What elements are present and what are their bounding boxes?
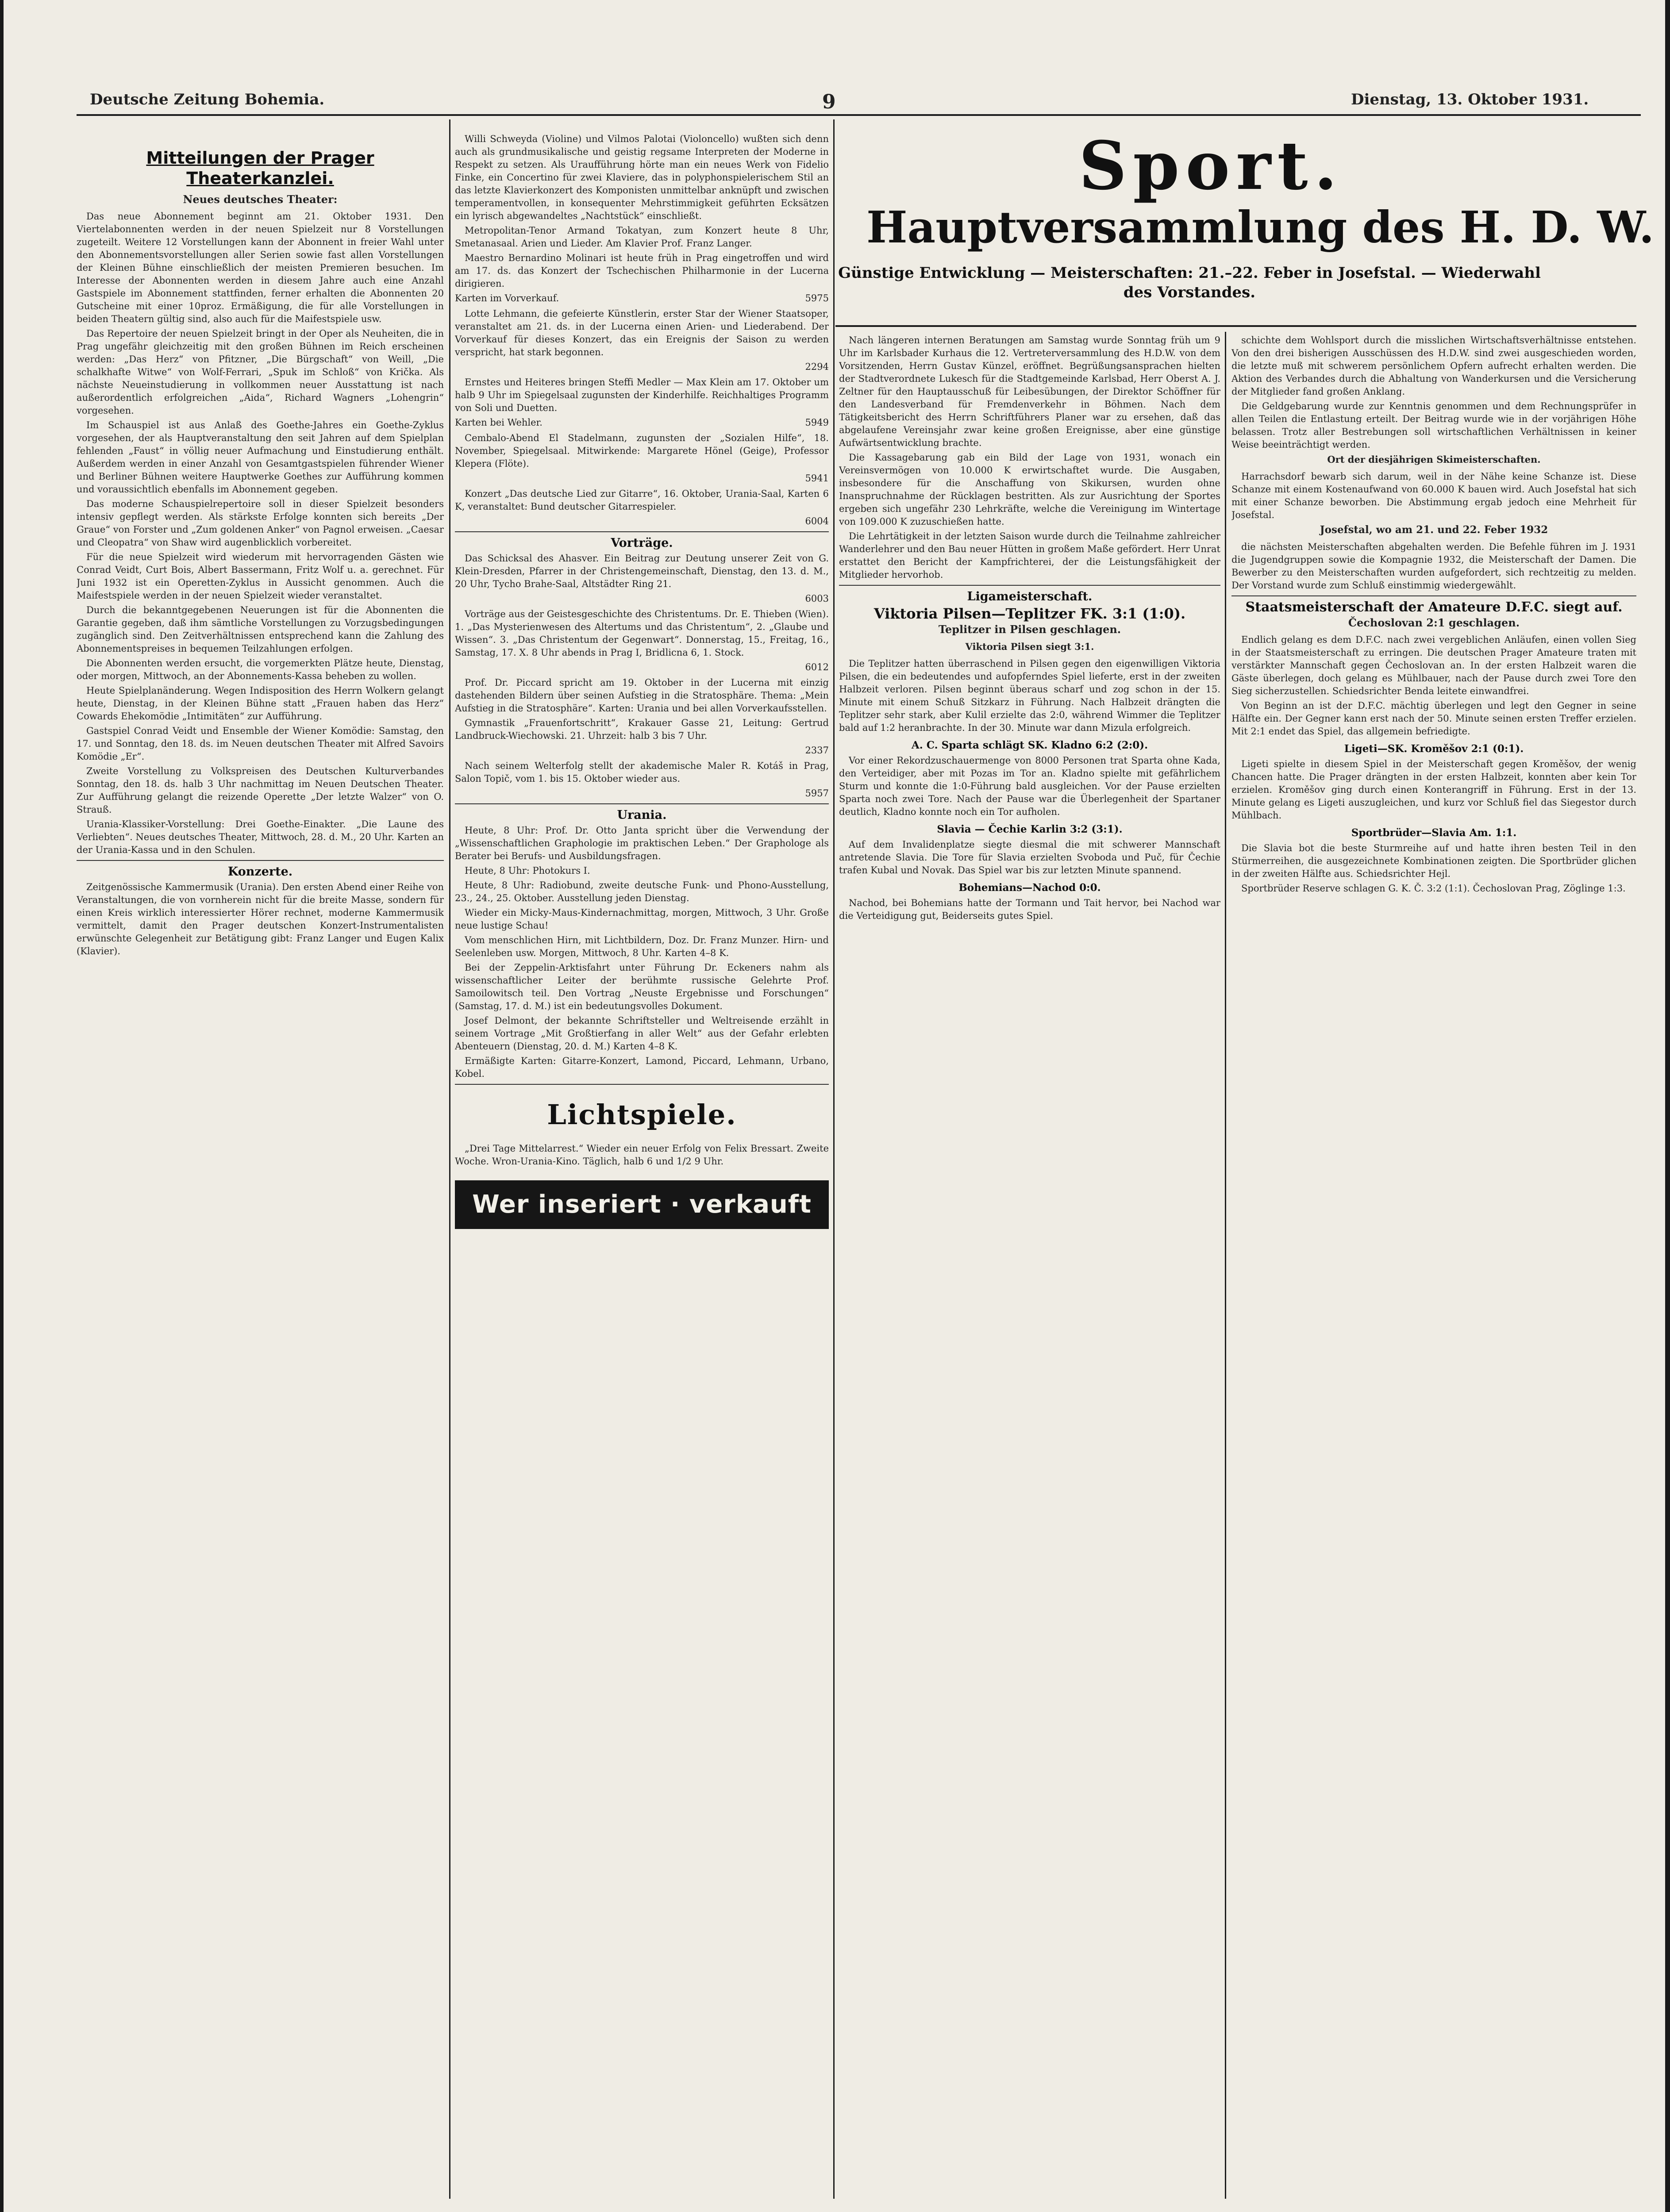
notice-gitarre: Konzert „Das deutsche Lied zur Gitarre“, 16. Oktober, Urania-Saal, Karten 6 K, veranstaltet: Bund deutscher Gitarrespieler.: [455, 488, 829, 512]
column-rule-3: [1225, 332, 1226, 2199]
urania-title: Urania.: [617, 808, 667, 822]
article-paragraph: Das Repertoire der neuen Spielzeit bringt in der Oper als Neuheiten, die in Prag ungefähr gleichzeitig mit den großen Bühnen im Reich erscheinen werden: „Das Herz“ von Pfitzner, „Die Bürgschaft“ von Weill, „Die schalkhafte Witwe“ von Wolf-Ferrari, „Spuk im Schloß“ von Krička. Als nächste Neueinstudierung in vollkommen neuer Ausstattung ist nach außerordentlich erfolgreichen „Aida“, Richard Wagners „Lohengrin“ vorgesehen.: [77, 328, 444, 416]
article-paragraph: Von Beginn an ist der D.F.C. mächtig überlegen und legt den Gegner in seine Hälfte ein. Der Gegner kann erst nach der 50. Minute seinen ersten Treffer erzielen. Mit 2:1 endet das Spiel, das allgemein befriedigte.: [1231, 700, 1636, 737]
article-paragraph: Nachod, bei Bohemians hatte der Tormann und Tait hervor, bei Nachod war die Verteidigung gut, Beiderseits gutes Spiel.: [839, 898, 1220, 921]
article-paragraph: Zeitgenössische Kammermusik (Urania). Den ersten Abend einer Reihe von Veranstaltungen, die von vornherein nicht für die breite Masse, sondern für einen Kreis wirklich interessierter Hörer rechnet, moderne Kammermusik vermittelt, damit den Prager deutschen Konzert-Instrumentalisten erwünschte Gelegenheit zur Betätigung gibt: Franz Langer und Eugen Kalix (Klavier).: [77, 882, 444, 956]
notice-footer: 5957: [805, 788, 829, 799]
header-rule: [77, 114, 1641, 116]
ort-title: Ort der diesjährigen Skimeisterschaften.: [1327, 454, 1541, 465]
column-rule-1: [449, 119, 450, 2199]
vortraege-title: Vorträge.: [611, 536, 673, 550]
article-paragraph: Willi Schweyda (Violine) und Vilmos Palotai (Violoncello) wußten sich denn auch als grundmusikalische und geistig regsame Interpreten der Moderne in Respekt zu setzen. Als Uraufführung hörte man ein neues Werk von Fidelio Finke, ein Concertino für zwei Klaviere, das in polyphonspielerischem Stil an das letzte Klavierkonzert des Komponisten unmittelbar anknüpft und zwischen temperamentvollen, in konsequenter Mehrstimmigkeit geführten Ecksätzen ein lyrisch abgewandeltes „Nachtstück“ einschließt.: [455, 134, 829, 221]
paper-name: Deutsche Zeitung Bohemia.: [90, 91, 325, 108]
notice-tokatyan: Metropolitan-Tenor Armand Tokatyan, zum Konzert heute 8 Uhr, Smetanasaal. Arien und Lieder. Am Klavier Prof. Franz Langer.: [455, 225, 829, 249]
sport-headline: Hauptversammlung des H. D. W.: [866, 202, 1655, 253]
notice-footer: Karten bei Wehler. 5949: [455, 417, 829, 428]
article-paragraph: Für die neue Spielzeit wird wiederum mit hervorragenden Gästen wie Conrad Veidt, Curt Bois, Albert Bassermann, Fritz Wolf u. a. gerechnet. Für Juni 1932 ist ein Operetten-Zyklus in Aussicht genommen. Auch die Maifestspiele werden in der neuen Spielzeit wieder veranstaltet.: [77, 552, 444, 601]
notice-footer: 6012: [805, 662, 829, 672]
lichtspiele-notice: „Drei Tage Mittelarrest.“ Wieder ein neuer Erfolg von Felix Bressart. Zweite Woche. Wron-Urania-Kino. Täglich, halb 6 und 1/2 9 Uhr.: [455, 1143, 829, 1167]
article-paragraph: Gastspiel Conrad Veidt und Ensemble der Wiener Komödie: Samstag, den 17. und Sonntag, den 18. ds. im Neuen deutschen Theater mit Alfred Savoirs Komödie „Er“.: [77, 726, 444, 762]
sport-title: Sport.: [1079, 127, 1343, 205]
notice-ernstes: Ernstes und Heiteres bringen Steffi Medler — Max Klein am 17. Oktober um halb 9 Uhr im Spiegelsaal zugunsten der Kinderhilfe. Reichhaltiges Programm von Soli und Duetten.: [455, 377, 829, 413]
liga-title: Ligameisterschaft.: [967, 590, 1093, 603]
konzerte-title: Konzerte.: [227, 865, 293, 879]
notice-gymnastik: Gymnastik „Frauenfortschritt“, Krakauer Gasse 21, Leitung: Gertrud Landbruck-Wiechowski. 21. Uhrzeit: halb 3 bis 7 Uhr.: [455, 718, 829, 741]
staats-title: Staatsmeisterschaft der Amateure D.F.C. siegt auf.: [1245, 599, 1623, 615]
column-rule-2: [833, 119, 835, 2199]
article-paragraph: Endlich gelang es dem D.F.C. nach zwei vergeblichen Anläufen, einen vollen Sieg in der Staatsmeisterschaft zu erringen. Die deutschen Prager Amateure traten mit verstärkter Mannschaft gegen Čechoslovan an. In der ersten Halbzeit waren die Gäste überlegen, doch gelang es Mühlbauer, nach der Pause durch zwei Tore den Sieg sicherzustellen. Schiedsrichter Benda leitete einwandfrei.: [1231, 634, 1636, 696]
article-paragraph: Harrachsdorf bewarb sich darum, weil in der Nähe keine Schanze ist. Diese Schanze mit einem Kostenaufwand von 60.000 K bauen wird. Auch Josefstal hat sich mit einer Schanze beworben. Die Abstimmung ergab jedoch eine Mehrheit für Josefstal.: [1231, 471, 1636, 520]
article-paragraph: Die Geldgebarung wurde zur Kenntnis genommen und dem Rechnungsprüfer in allen Teilen die Entlastung erteilt. Der Beitrag wurde wie in der vorjährigen Höhe belassen. Trotz aller Bestrebungen soll wirtschaftlichen Verhältnissen in keiner Weise beeinträchtigt werden.: [1231, 401, 1636, 450]
liga-match: Viktoria Pilsen—Teplitzer FK. 3:1 (1:0).: [873, 605, 1186, 622]
bohemians-title: Bohemians—Nachod 0:0.: [958, 882, 1101, 894]
notice-footer: 6003: [805, 593, 829, 604]
notice-lehmann: Lotte Lehmann, die gefeierte Künstlerin, erster Star der Wiener Staatsoper, veranstaltet am 21. ds. in der Lucerna einen Arien- und Liederabend. Der Vorverkauf für dieses Konzert, das ein Ereignis der Saison zu werden verspricht, hat stark begonnen.: [455, 308, 829, 357]
urania-item: Bei der Zeppelin-Arktisfahrt unter Führung Dr. Eckeners nahm als wissenschaftlicher Leiter der berühmte russische Gelehrte Prof. Samoilowitsch teil. Den Vortrag „Neuste Ergebnisse und Forschungen“ (Samstag, 17. d. M.) ist ein bedeutungsvolles Dokument.: [455, 962, 829, 1011]
ligeti-title: Ligeti—SK. Kroměšov 2:1 (0:1).: [1344, 743, 1524, 755]
urania-item: Wieder ein Micky-Maus-Kindernachmittag, morgen, Mittwoch, 3 Uhr. Große neue lustige Schau!: [455, 907, 829, 931]
page-number: 9: [822, 91, 836, 113]
lichtspiele-title: Lichtspiele.: [547, 1098, 737, 1131]
article-paragraph: Nach längeren internen Beratungen am Samstag wurde Sonntag früh um 9 Uhr im Karlsbader Kurhaus die 12. Vertreterversammlung des H.D.W. von dem Vorsitzenden, Herrn Gustav Künzel, eröffnet. Begrüßungsansprachen hielten der Stadtverordnete Lukesch für die Stadtgemeinde Karlsbad, Herr Oberst A. J. Zeltner für den Hauptausschuß für Leibesübungen, der Direktor Schöffner für den Landesverband für Fremdenverkehr in Böhmen. Nach dem Tätigkeitsbericht des Herrn Schriftführers Planer war zu ersehen, daß das abgelaufene Vereinsjahr zwar keine großen Ereignisse, aber eine günstige Aufwärtsentwicklung brachte.: [839, 335, 1220, 448]
notice-piccard: Prof. Dr. Piccard spricht am 19. Oktober in der Lucerna mit einzig dastehenden Bildern über seinen Aufstieg in die Stratosphäre. Thema: „Mein Aufstieg in die Stratosphäre“. Karten: Urania und bei allen Vorverkaufsstellen.: [455, 677, 829, 714]
article-paragraph: schichte dem Wohlsport durch die misslichen Wirtschaftsverhältnisse entstehen. Von den drei bisherigen Ausschüssen des H.D.W. sind zwei ausgeschieden worden, die letzte muß mit schwerem persönlichem Opfern aufrecht erhalten werden. Die Aktion des Verbandes durch die Abhaltung von Wanderkursen und die Versicherung der Mitglieder fand großen Anklang.: [1231, 335, 1636, 397]
article-paragraph: Zweite Vorstellung zu Volkspreisen des Deutschen Kulturverbandes Sonntag, den 18. ds. halb 3 Uhr nachmittag im Neuen Deutschen Theater. Zur Aufführung gelangt die reizende Operette „Der letzte Walzer“ von O. Strauß.: [77, 766, 444, 815]
section-divider: [1231, 595, 1636, 596]
section-divider: [455, 1084, 829, 1085]
sport-deck: Günstige Entwicklung — Meisterschaften: 21.–22. Feber in Josefstal. — Wiederwahl des Vorstandes.: [838, 264, 1541, 301]
column-theater: [77, 142, 444, 2212]
notice-footer: 2337: [805, 745, 829, 756]
urania-item: Heute, 8 Uhr: Prof. Dr. Otto Janta spricht über die Verwendung der „Wissenschaftlichen Graphologie im praktischen Leben.“ Der Graphologe als Berater bei Berufs- und Ausbildungsfragen.: [455, 825, 829, 861]
article-paragraph: Vor einer Rekordzuschauermenge von 8000 Personen trat Sparta ohne Kada, den Verteidiger, aber mit Pozas im Tor an. Kladno spielte mit gefährlichem Sturm und konnte die 1:0-Führung bald ausgleichen. Vor der Pause erzielten Sparta noch zwei Tore. Nach der Pause war die Überlegenheit der Spartaner deutlich, Kladno konnte noch ein Tor aufholen.: [839, 755, 1220, 817]
article-paragraph: Ligeti spielte in diesem Spiel in der Meisterschaft gegen Kroměšov, der wenig Chancen hatte. Die Prager drängten in der ersten Halbzeit, konnten aber kein Tor erzielen. Kroměšov ging durch einen Konterangriff in Führung. Erst in der 13. Minute gelang es Ligeti auszugleichen, und kurz vor Schluß fiel das Siegestor durch Mühlbach.: [1231, 759, 1636, 821]
staats-location: Čechoslovan 2:1 geschlagen.: [1348, 616, 1520, 629]
theater-title: Mitteilungen der Prager Theaterkanzlei.: [146, 148, 374, 188]
sport-deck-rule: [835, 325, 1636, 327]
article-paragraph: Die Abonnenten werden ersucht, die vorgemerkten Plätze heute, Dienstag, oder morgen, Mittwoch, an der Abonnements-Kassa beheben zu wollen.: [77, 658, 444, 681]
notice-maler: Nach seinem Welterfolg stellt der akademische Maler R. Kotáš in Prag, Salon Topič, vom 1. bis 15. Oktober wieder aus.: [455, 760, 829, 784]
column-sport-right: [1231, 334, 1636, 2212]
section-divider: [839, 585, 1220, 586]
article-paragraph: Die Kassagebarung gab ein Bild der Lage von 1931, wonach ein Vereinsvermögen von 10.000 K erwirtschaftet wurde. Die Ausgaben, insbesondere für die Anschaffung von Skikursen, wurden ohne Inanspruchnahme der Rücklagen bestritten. Als zur Ausrichtung der Sportes ergeben sich ungefähr 230 Lehrkräfte, welche die Vereinigung im Wintertage von 109.000 K zuzuschießen hatte.: [839, 452, 1220, 527]
josefstal-title: Josefstal, wo am 21. und 22. Feber 1932: [1320, 524, 1548, 536]
urania-item: Heute, 8 Uhr: Radiobund, zweite deutsche Funk- und Phono-Ausstellung, 23., 24., 25. Oktober. Ausstellung jeden Dienstag.: [455, 880, 829, 903]
slavia-title: Slavia — Čechie Karlin 3:2 (3:1).: [937, 823, 1123, 835]
article-paragraph: Sportbrüder Reserve schlagen G. K. Č. 3:2 (1:1). Čechoslovan Prag, Zöglinge 1:3.: [1241, 883, 1626, 894]
urania-item: Ermäßigte Karten: Gitarre-Konzert, Lamond, Piccard, Lehmann, Urbano, Kobel.: [455, 1056, 829, 1079]
urania-item: Vom menschlichen Hirn, mit Lichtbildern, Doz. Dr. Franz Munzer. Hirn- und Seelenleben usw. Morgen, Mittwoch, 8 Uhr. Karten 4–8 K.: [455, 935, 829, 958]
section-divider: [455, 803, 829, 804]
ac-title: A. C. Sparta schlägt SK. Kladno 6:2 (2:0).: [911, 739, 1148, 751]
notice-footer: Karten im Vorverkauf. 5975: [455, 293, 829, 303]
notice-cembalo: Cembalo-Abend El Stadelmann, zugunsten der „Sozialen Hilfe“, 18. November, Spiegelsaal. Mitwirkende: Margarete Hönel (Geige), Professor Klepera (Flöte).: [455, 433, 829, 469]
newspaper-page: [4, 0, 1665, 2212]
section-divider: [455, 531, 829, 532]
notice-ahasver: Das Schicksal des Ahasver. Ein Beitrag zur Deutung unserer Zeit von G. Klein-Dresden, Pfarrer in der Christengemeinschaft, Dienstag, den 13. d. M., 20 Uhr, Tycho Brahe-Saal, Altstädter Ring 21.: [455, 553, 829, 589]
column-notices: [455, 133, 829, 2212]
section-divider: [77, 860, 444, 861]
article-paragraph: Auf dem Invalidenplatze siegte diesmal die mit schwerer Mannschaft antretende Slavia. Die Tore für Slavia erzielten Svoboda und Puč, für Čechie trafen Kubal und Novak. Das Spiel war bis zur letzten Minute spannend.: [839, 839, 1220, 876]
liga-location: Teplitzer in Pilsen geschlagen.: [938, 623, 1121, 636]
article-paragraph: Die Slavia bot die beste Sturmreihe auf und hatte ihren besten Teil in den Stürmerreihen, die ausgezeichnete Kombinationen zeigten. Die Sportbrüder glichen in der zweiten Hälfte aus. Schiedsrichter Hejl.: [1231, 843, 1636, 879]
article-paragraph: Das neue Abonnement beginnt am 21. Oktober 1931. Den Viertelabonnenten werden in der neuen Spielzeit nur 8 Vorstellungen zugeteilt. Weitere 12 Vorstellungen kann der Abonnent in freier Wahl unter den Abonnementsvorstellungen aller Serien sowie fast allen Vorstellungen der Kleinen Bühne einschließlich der meisten Premieren besuchen. Im Interesse der Abonnenten werden in diesem Jahre auch eine Anzahl Gastspiele im Abonnement stattfinden, ferner erhalten die Abonnenten 20 Gutscheine mit einer 10proz. Ermäßigung, die für alle Vorstellungen in beiden Theatern gültig sind, also auch für die Maifestspiele usw.: [77, 211, 444, 324]
sportbr-title: Sportbrüder—Slavia Am. 1:1.: [1351, 827, 1517, 839]
notice-footer: 2294: [805, 361, 829, 372]
article-paragraph: Durch die bekanntgegebenen Neuerungen ist für die Abonnenten die Garantie gegeben, daß ihm sämtliche Vorstellungen zu Vorzugsbedingungen zugänglich sind. Den Zeitverhältnissen entsprechend kann die Zahlung des Abonnementspreises in bequemen Teilzahlungen erfolgen.: [77, 605, 444, 654]
notice-christentum: Vorträge aus der Geistesgeschichte des Christentums. Dr. E. Thieben (Wien). 1. „Das Mysterienwesen des Altertums und das Christentum“, 2. „Glaube und Wissen“. 3. „Das Christentum der Gegenwart“. Donnerstag, 15., Freitag, 16., Samstag, 17. X. 8 Uhr abends in Prag I, Bridlicna 6, 1. Stock.: [455, 609, 829, 658]
article-paragraph: Die Teplitzer hatten überraschend in Pilsen gegen den eigenwilligen Viktoria Pilsen, die ein bedeutendes und aufopferndes Spiel lieferte, erst in der zweiten Halbzeit verloren. Pilsen beginnt überaus scharf und zog schon in der 15. Minute mit einem Schuß Sitzkarz in Führung. Nach Halbzeit drängten die Teplitzer sehr stark, aber Kulil erzielte das 2:0, während Wimmer die Teplitzer bald auf 1:2 heranbrachte. In der 30. Minute war dann Mizula erfolgreich.: [839, 658, 1220, 733]
article-paragraph: Die Lehrtätigkeit in der letzten Saison wurde durch die Teilnahme zahlreicher Wanderlehrer und den Bau neuer Hütten in großem Maße gefördert. Herr Unrat erstattet den Bericht der Kampfrichterei, der die Leistungsfähigkeit der Mitglieder hervorhob.: [839, 531, 1220, 580]
article-paragraph: Das moderne Schauspielrepertoire soll in dieser Spielzeit besonders intensiv gepflegt werden. Als stärkste Erfolge konnten sich bereits „Der Graue“ von Forster und „Zum goldenen Anker“ von Pagnol erweisen. „Caesar und Cleopatra“ von Shaw wird augenblicklich vorbereitet.: [77, 499, 444, 548]
article-paragraph: Im Schauspiel ist aus Anlaß des Goethe-Jahres ein Goethe-Zyklus vorgesehen, der als Hauptveranstaltung den seit Jahren auf dem Spielplan fehlenden „Faust“ in völlig neuer Aufmachung und Einstudierung enthält. Außerdem werden in einer Anzahl von Gesamtgastspielen führender Wiener und Berliner Bühnen weitere Hauptwerke Goethes zur Aufführung kommen und voraussichtlich ebenfalls im Abonnement gegeben.: [77, 420, 444, 495]
article-paragraph: Urania-Klassiker-Vorstellung: Drei Goethe-Einakter. „Die Laune des Verliebten“. Neues deutsches Theater, Mittwoch, 28. d. M., 20 Uhr. Karten an der Urania-Kassa und in den Schulen.: [77, 819, 444, 855]
article-paragraph: die nächsten Meisterschaften abgehalten werden. Die Befehle führen im J. 1931 die Jugendgruppen sowie die Kompagnie 1932, die Meisterschaft der Damen. Die Bewerber zu den Meisterschaften wurden aufgefordert, sich rechtzeitig zu melden. Der Vorstand wurde zum Schluß einstimmig wiedergewählt.: [1231, 541, 1636, 591]
advertisement-banner: Wer inseriert · verkauft: [455, 1180, 829, 1229]
column-sport-left: [839, 334, 1220, 2212]
theater-subtitle: Neues deutsches Theater:: [183, 193, 338, 206]
issue-date: Dienstag, 13. Oktober 1931.: [1351, 91, 1589, 108]
notice-footer: 6004: [805, 516, 829, 526]
liga-score: Viktoria Pilsen siegt 3:1.: [965, 641, 1094, 652]
article-paragraph: Heute Spielplanänderung. Wegen Indisposition des Herrn Wolkern gelangt heute, Dienstag, in der Kleinen Bühne statt „Frauen haben das Herz“ Cowards Ehekomödie „Intimitäten“ zur Aufführung.: [77, 685, 444, 722]
notice-molinari: Maestro Bernardino Molinari ist heute früh in Prag eingetroffen und wird am 17. ds. das Konzert der Tschechischen Philharmonie in der Lucerna dirigieren.: [455, 253, 829, 289]
urania-item: Josef Delmont, der bekannte Schriftsteller und Weltreisende erzählt in seinem Vortrage „Mit Großtierfang in aller Welt“ aus der Gefahr erlebten Abenteuern (Dienstag, 20. d. M.) Karten 4–8 K.: [455, 1015, 829, 1052]
notice-footer: 5941: [805, 473, 829, 484]
urania-item: Heute, 8 Uhr: Photokurs I.: [465, 865, 590, 876]
